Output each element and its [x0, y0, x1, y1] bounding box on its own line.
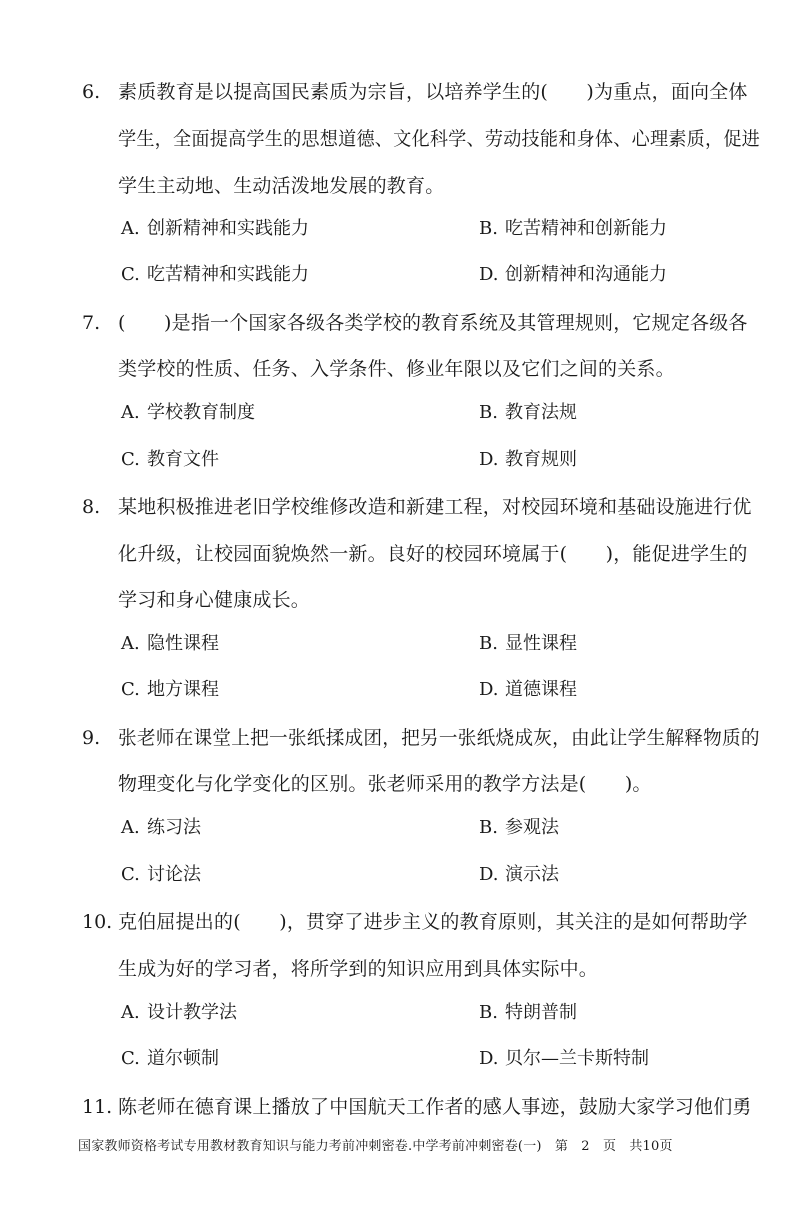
option-b: [479, 816, 559, 840]
question-number: 11.: [82, 1096, 113, 1118]
option-b: [479, 632, 577, 656]
option-text: 吃苦精神和实践能力: [147, 264, 309, 285]
option-label: A.: [121, 633, 140, 654]
option-label: B.: [479, 817, 498, 838]
option-a: [121, 217, 309, 241]
option-a: [121, 632, 219, 656]
option-label: D.: [479, 864, 499, 885]
option-label: B.: [479, 1002, 498, 1023]
option-text: 设计教学法: [147, 1002, 237, 1023]
option-text: 特朗普制: [505, 1002, 577, 1023]
option-d: [479, 263, 667, 287]
option-text: 创新精神和实践能力: [147, 218, 309, 239]
question-number: 6.: [82, 81, 101, 103]
question-text-line: 素质教育是以提高国民素质为宗旨，以培养学生的( )为重点，面向全体: [118, 81, 748, 103]
question-text-line: 类学校的性质、任务、入学条件、修业年限以及它们之间的关系。: [118, 358, 675, 380]
option-d: [479, 678, 577, 702]
question-text-line: 学习和身心健康成长。: [118, 589, 311, 611]
option-label: A.: [121, 218, 140, 239]
option-text: 教育法规: [505, 402, 577, 423]
option-text: 教育规则: [505, 449, 577, 470]
option-text: 贝尔—兰卡斯特制: [505, 1048, 649, 1069]
option-c: [121, 678, 219, 702]
option-label: D.: [479, 449, 499, 470]
page-footer: 国家教师资格考试专用教材教育知识与能力考前冲刺密卷.中学考前冲刺密卷(一) 第 2 页 共10页: [78, 1139, 673, 1154]
option-text: 显性课程: [505, 633, 577, 654]
option-text: 讨论法: [147, 864, 201, 885]
option-label: A.: [121, 817, 140, 838]
question-text-line: 陈老师在德育课上播放了中国航天工作者的感人事迹，鼓励大家学习他们勇: [118, 1096, 752, 1118]
option-text: 道尔顿制: [147, 1048, 219, 1069]
option-label: A.: [121, 402, 140, 423]
option-b: [479, 1001, 577, 1025]
question-text-line: 某地积极推进老旧学校维修改造和新建工程，对校园环境和基础设施进行优: [118, 496, 752, 518]
question-text-line: 物理变化与化学变化的区别。张老师采用的教学方法是( )。: [118, 773, 652, 795]
option-text: 学校教育制度: [147, 402, 255, 423]
option-text: 隐性课程: [147, 633, 219, 654]
option-text: 教育文件: [147, 449, 219, 470]
option-label: C.: [121, 449, 140, 470]
option-c: [121, 448, 219, 472]
option-label: D.: [479, 1048, 499, 1069]
option-label: C.: [121, 679, 140, 700]
option-label: D.: [479, 264, 499, 285]
question-text-line: 学生，全面提高学生的思想道德、文化科学、劳动技能和身体、心理素质，促进: [118, 128, 761, 150]
option-label: B.: [479, 402, 498, 423]
question-number: 7.: [82, 312, 101, 334]
option-label: C.: [121, 264, 140, 285]
option-label: C.: [121, 864, 140, 885]
question-text-line: 克伯屈提出的( )，贯穿了进步主义的教育原则，其关注的是如何帮助学: [118, 911, 748, 933]
option-label: B.: [479, 218, 498, 239]
option-text: 练习法: [147, 817, 201, 838]
option-d: [479, 1047, 649, 1071]
option-a: [121, 401, 255, 425]
option-d: [479, 448, 577, 472]
option-a: [121, 816, 201, 840]
question-text-line: ( )是指一个国家各级各类学校的教育系统及其管理规则，它规定各级各: [118, 312, 748, 334]
option-text: 参观法: [505, 817, 559, 838]
option-d: [479, 863, 559, 887]
option-b: [479, 217, 667, 241]
option-text: 演示法: [505, 864, 559, 885]
option-c: [121, 1047, 219, 1071]
option-label: B.: [479, 633, 498, 654]
question-number: 9.: [82, 727, 101, 749]
option-b: [479, 401, 577, 425]
question-number: 10.: [82, 911, 113, 933]
question-text-line: 学生主动地、生动活泼地发展的教育。: [118, 175, 445, 197]
option-a: [121, 1001, 237, 1025]
question-number: 8.: [82, 496, 101, 518]
option-text: 吃苦精神和创新能力: [505, 218, 667, 239]
option-text: 创新精神和沟通能力: [505, 264, 667, 285]
question-text-line: 张老师在课堂上把一张纸揉成团，把另一张纸烧成灰，由此让学生解释物质的: [118, 727, 760, 749]
option-text: 地方课程: [147, 679, 219, 700]
option-label: D.: [479, 679, 499, 700]
question-text-line: 化升级，让校园面貌焕然一新。良好的校园环境属于( )，能促进学生的: [118, 543, 748, 565]
question-text-line: 生成为好的学习者，将所学到的知识应用到具体实际中。: [118, 958, 599, 980]
option-label: C.: [121, 1048, 140, 1069]
option-c: [121, 263, 309, 287]
option-c: [121, 863, 201, 887]
option-text: 道德课程: [505, 679, 577, 700]
option-label: A.: [121, 1002, 140, 1023]
